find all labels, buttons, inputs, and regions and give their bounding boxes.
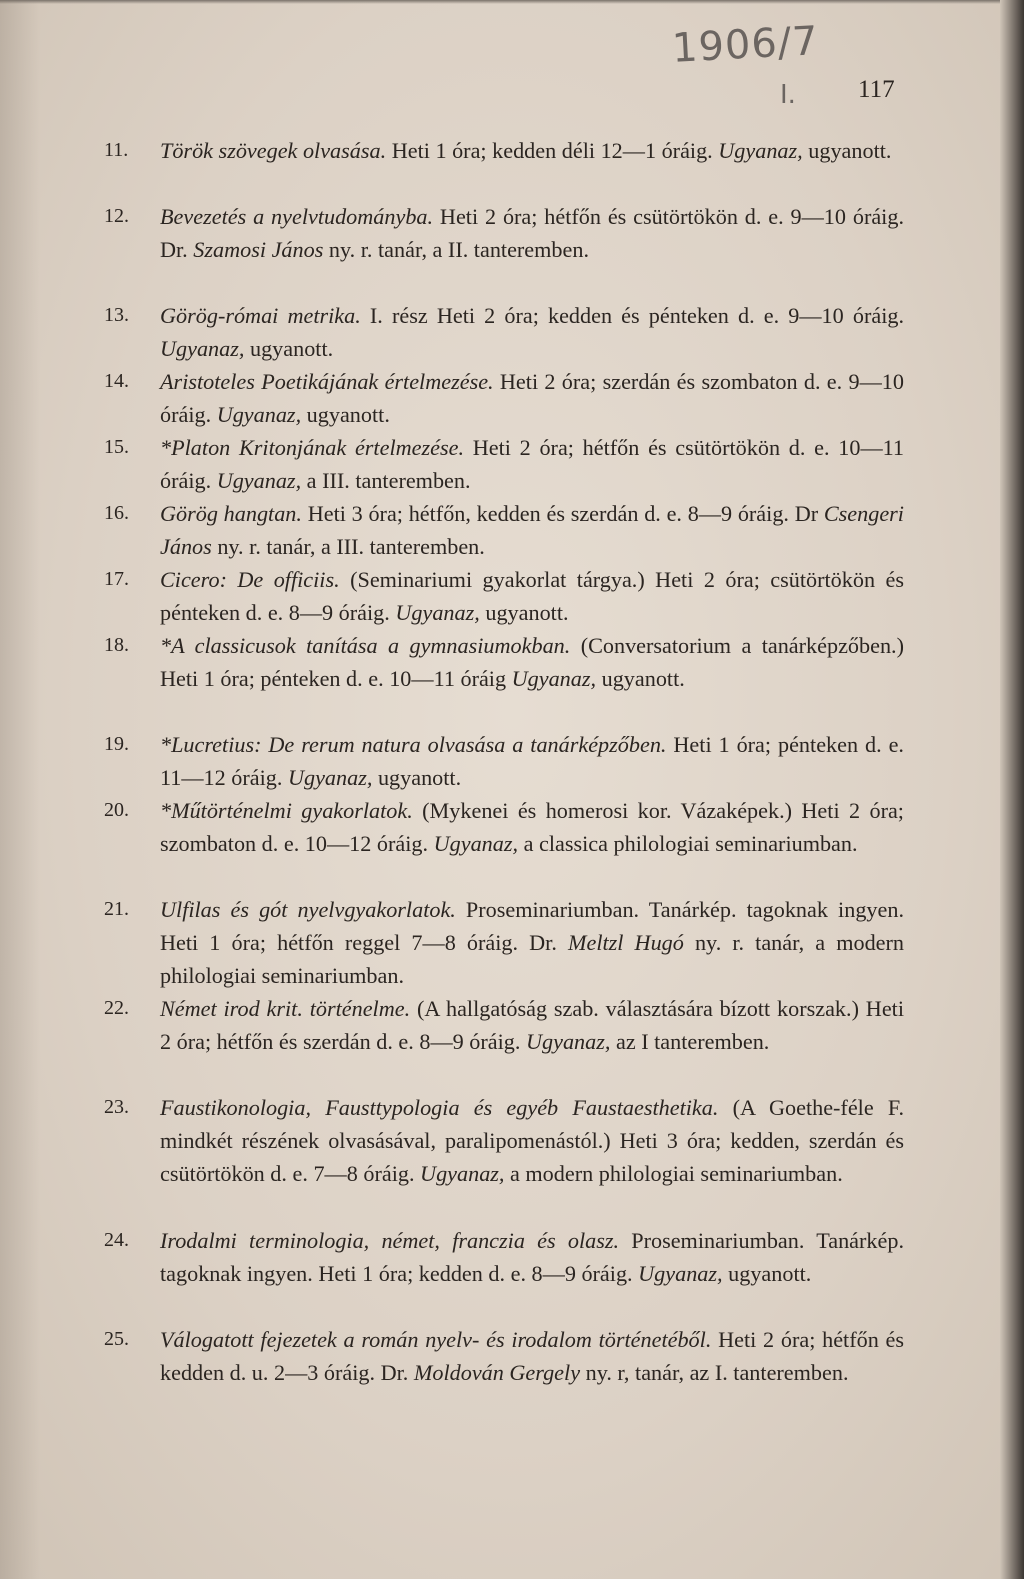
lecturer-name: Ugyanaz, bbox=[420, 1161, 505, 1187]
course-details: (Seminariumi gyakorlat tárgya.) Heti 2 óra; csütörtökön és pénteken d. e. 8—9 óráig. bbox=[160, 567, 904, 626]
lecturer-name: Ugyanaz, bbox=[638, 1261, 723, 1287]
course-details: (Conversatorium a tanárképzőben.) Heti 1 óra; pénteken d. e. 10—11 óráig bbox=[160, 633, 904, 692]
course-entry-14 bbox=[104, 365, 904, 431]
course-details: Heti 2 óra; szerdán és szombaton d. e. 9—10 óráig. bbox=[160, 369, 904, 428]
course-details: Proseminariumban. Tanárkép. tagoknak ingyen. Heti 1 óra; hétfőn reggel 7—8 óráig. Dr. bbox=[160, 897, 904, 956]
course-details: Heti 2 óra; hétfőn és csütörtökön d. e. 9—10 óráig. Dr. bbox=[160, 204, 904, 263]
course-entry-23 bbox=[104, 1091, 904, 1224]
course-entry-11 bbox=[104, 134, 904, 200]
lecturer-name: Meltzl Hugó bbox=[567, 930, 684, 956]
entry-number: 15. bbox=[104, 436, 129, 458]
course-location: ny. r. tanár, a modern philologiai seminariumban. bbox=[160, 930, 905, 989]
course-title: *Műtörténelmi gyakorlatok. bbox=[160, 798, 413, 823]
lecturer-name: Ugyanaz, bbox=[287, 765, 373, 791]
entry-number: 22. bbox=[104, 997, 129, 1019]
course-entry-12 bbox=[104, 200, 904, 299]
lecturer-name: Ugyanaz, bbox=[216, 402, 302, 428]
entry-number: 11. bbox=[104, 139, 129, 161]
course-title: *Platon Kritonjának értelmezése. bbox=[160, 435, 464, 460]
course-details: Heti 2 óra; hétfőn és kedden d. u. 2—3 óráig. Dr. bbox=[160, 1327, 904, 1386]
course-details: (A hallgatóság szab. választására bízott korszak.) Heti 2 óra; hétfőn és szerdán d. e. 8—9 óráig. bbox=[160, 996, 904, 1055]
course-entry-24 bbox=[104, 1224, 904, 1323]
lecturer-name: Csengeri János bbox=[160, 501, 904, 560]
course-title: Ulfilas és gót nyelvgyakorlatok. bbox=[160, 897, 456, 922]
entry-number: 12. bbox=[104, 205, 129, 227]
course-list bbox=[0, 134, 1024, 1422]
lecturer-name: Ugyanaz, bbox=[216, 468, 302, 494]
course-location: ugyanott. bbox=[244, 336, 334, 362]
course-title: Faustikonologia, Fausttypologia és egyéb Faustaesthetika. bbox=[160, 1095, 719, 1120]
entry-number: 20. bbox=[104, 799, 129, 821]
course-title: Bevezetés a nyelvtudományba. bbox=[160, 204, 434, 229]
course-entry-22 bbox=[104, 992, 904, 1091]
entry-number: 25. bbox=[104, 1328, 129, 1350]
course-details: Proseminariumban. Tanárkép. tagoknak ingyen. Heti 1 óra; kedden d. e. 8—9 óráig. bbox=[160, 1228, 904, 1287]
handwritten-mark: I. bbox=[780, 80, 796, 110]
course-location: a classica philologiai seminariumban. bbox=[518, 831, 858, 857]
entry-number: 18. bbox=[104, 634, 129, 656]
course-location: ny. r. tanár, a II. tanteremben. bbox=[323, 237, 589, 263]
entry-number: 19. bbox=[104, 733, 129, 755]
course-entry-21 bbox=[104, 893, 905, 992]
course-title: Válogatott fejezetek a román nyelv- és irodalom történetéből. bbox=[160, 1327, 712, 1352]
course-details: I. rész Heti 2 óra; kedden és pénteken d. e. 9—10 óráig. bbox=[360, 303, 905, 328]
entry-number: 17. bbox=[104, 568, 129, 590]
page-number: 117 bbox=[858, 76, 895, 103]
course-details: Heti 1 óra; kedden déli 12—1 óráig. bbox=[386, 138, 719, 163]
course-title: Aristoteles Poetikájának értelmezése. bbox=[160, 369, 494, 394]
course-location: ugyanott. bbox=[479, 600, 569, 626]
course-location: az I tanteremben. bbox=[610, 1029, 770, 1055]
course-title: Cicero: De officiis. bbox=[160, 567, 340, 592]
course-location: ny. r. tanár, a III. tanteremben. bbox=[211, 534, 485, 560]
course-entry-16 bbox=[104, 497, 904, 563]
lecturer-name: Ugyanaz, bbox=[395, 600, 480, 626]
course-location: ugyanott. bbox=[596, 666, 685, 692]
course-title: *Lucretius: De rerum natura olvasása a tanárképzőben. bbox=[160, 732, 667, 757]
lecturer-name: Ugyanaz, bbox=[718, 138, 803, 163]
course-details: Heti 2 óra; hétfőn és csütörtökön d. e. 10—11 óráig. bbox=[160, 435, 904, 494]
entry-number: 13. bbox=[104, 304, 129, 326]
course-title: Görög-római metrika. bbox=[160, 303, 361, 328]
course-location: a III. tanteremben. bbox=[301, 468, 471, 494]
entry-number: 16. bbox=[104, 502, 129, 524]
course-title: Görög hangtan. bbox=[160, 501, 302, 526]
course-location: ugyanott. bbox=[301, 402, 390, 428]
entry-number: 21. bbox=[104, 898, 129, 920]
lecturer-name: Moldován Gergely bbox=[413, 1360, 581, 1386]
entry-number: 14. bbox=[104, 370, 129, 392]
course-location: ugyanott. bbox=[802, 138, 892, 163]
course-entry-25 bbox=[104, 1323, 904, 1422]
lecturer-name: Ugyanaz, bbox=[433, 831, 519, 857]
lecturer-name: Ugyanaz, bbox=[160, 336, 245, 362]
course-location: ny. r, tanár, az I. tanteremben. bbox=[580, 1360, 849, 1386]
course-title: Német irod krit. történelme. bbox=[160, 996, 411, 1021]
course-details: (A Goethe-féle F. mindkét részének olvasásával, paralipomenástól.) Heti 3 óra; kedden, szerdán és csütörtökön d. e. 7—8 óráig. bbox=[160, 1095, 904, 1187]
course-entry-17 bbox=[104, 563, 904, 629]
course-entry-15 bbox=[104, 431, 904, 497]
course-title: Török szövegek olvasása. bbox=[160, 138, 387, 163]
course-location: ugyanott. bbox=[372, 765, 462, 791]
course-entry-18 bbox=[104, 629, 904, 728]
lecturer-name: Ugyanaz, bbox=[525, 1029, 611, 1055]
course-details: (Mykenei és homerosi kor. Vázaképek.) Heti 2 óra; szombaton d. e. 10—12 óráig. bbox=[160, 798, 904, 857]
handwritten-note: 1906/7 bbox=[670, 18, 820, 72]
course-location: ugyanott. bbox=[722, 1261, 812, 1287]
course-entry-19 bbox=[104, 728, 904, 794]
course-title: *A classicusok tanítása a gymnasiumokban. bbox=[160, 633, 571, 658]
course-location: a modern philologiai seminariumban. bbox=[504, 1161, 843, 1187]
lecturer-name: Szamosi János bbox=[193, 237, 324, 263]
entry-number: 24. bbox=[104, 1229, 129, 1251]
lecturer-name: Ugyanaz, bbox=[511, 666, 597, 692]
entry-number: 23. bbox=[104, 1096, 129, 1118]
course-details: Heti 3 óra; hétfőn, kedden és szerdán d. e. 8—9 óráig. Dr bbox=[301, 501, 824, 526]
course-entry-20 bbox=[104, 794, 904, 893]
course-entry-13 bbox=[104, 299, 905, 365]
course-title: Irodalmi terminologia, német, franczia és olasz. bbox=[160, 1228, 620, 1253]
course-details: Heti 1 óra; pénteken d. e. 11—12 óráig. bbox=[160, 732, 904, 791]
